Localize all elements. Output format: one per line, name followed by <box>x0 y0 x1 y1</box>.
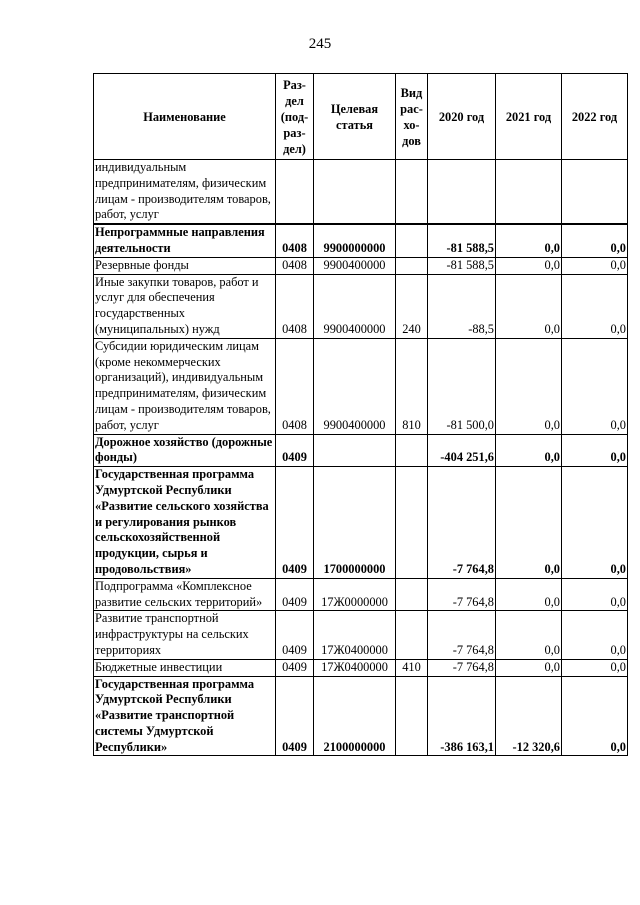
header-name: Наименование <box>94 74 276 160</box>
cell-article: 9900400000 <box>314 338 396 434</box>
cell-y2021: 0,0 <box>496 611 562 659</box>
cell-y2020: -81 588,5 <box>428 224 496 257</box>
table-row <box>94 224 628 257</box>
cell-article: 1700000000 <box>314 467 396 579</box>
cell-name: индивидуальным предпринимателям, физическим лицам - производителям товаров, работ, услуг <box>94 160 276 225</box>
cell-article: 9900400000 <box>314 274 396 338</box>
cell-y2020: -88,5 <box>428 274 496 338</box>
cell-kind <box>396 160 428 225</box>
header-article: Целевая статья <box>314 74 396 160</box>
cell-kind <box>396 676 428 756</box>
cell-kind <box>396 611 428 659</box>
cell-y2020: -7 764,8 <box>428 578 496 611</box>
cell-y2021: 0,0 <box>496 659 562 676</box>
cell-article <box>314 160 396 225</box>
cell-y2020: -404 251,6 <box>428 434 496 467</box>
table-row <box>94 434 628 467</box>
cell-name: Иные закупки товаров, работ и услуг для обеспечения государственных (муниципальных) нужд <box>94 274 276 338</box>
cell-article <box>314 434 396 467</box>
cell-y2020: -81 500,0 <box>428 338 496 434</box>
cell-y2022: 0,0 <box>562 659 628 676</box>
cell-y2022: 0,0 <box>562 611 628 659</box>
cell-kind <box>396 224 428 257</box>
cell-section: 0409 <box>276 611 314 659</box>
cell-section: 0409 <box>276 467 314 579</box>
cell-y2021: 0,0 <box>496 578 562 611</box>
cell-kind <box>396 434 428 467</box>
cell-name: Государственная программа Удмуртской Республики «Развитие транспортной системы Удмуртской Республики» <box>94 676 276 756</box>
table-row <box>94 257 628 274</box>
page-number: 245 <box>308 36 332 52</box>
cell-y2021: -12 320,6 <box>496 676 562 756</box>
table-row <box>94 467 628 579</box>
cell-y2020: -386 163,1 <box>428 676 496 756</box>
table-row <box>94 676 628 756</box>
cell-name: Бюджетные инвестиции <box>94 659 276 676</box>
table-row <box>94 338 628 434</box>
cell-section: 0408 <box>276 338 314 434</box>
cell-y2022: 0,0 <box>562 274 628 338</box>
cell-name: Развитие транспортной инфраструктуры на сельских территориях <box>94 611 276 659</box>
cell-article: 9900400000 <box>314 257 396 274</box>
header-2022: 2022 год <box>562 74 628 160</box>
table-row <box>94 274 628 338</box>
cell-name: Резервные фонды <box>94 257 276 274</box>
cell-kind: 810 <box>396 338 428 434</box>
cell-y2020: -7 764,8 <box>428 611 496 659</box>
header-kind: Вид рас- хо- дов <box>396 74 428 160</box>
table-row <box>94 578 628 611</box>
cell-y2022: 0,0 <box>562 434 628 467</box>
cell-name: Непрограммные направления деятельности <box>94 224 276 257</box>
table-row <box>94 659 628 676</box>
cell-article: 17Ж0000000 <box>314 578 396 611</box>
cell-kind <box>396 467 428 579</box>
cell-y2022: 0,0 <box>562 338 628 434</box>
cell-article: 9900000000 <box>314 224 396 257</box>
cell-kind: 240 <box>396 274 428 338</box>
cell-y2022: 0,0 <box>562 467 628 579</box>
cell-y2022 <box>562 160 628 225</box>
cell-y2021: 0,0 <box>496 257 562 274</box>
cell-section: 0409 <box>276 659 314 676</box>
cell-y2021: 0,0 <box>496 338 562 434</box>
cell-section: 0409 <box>276 578 314 611</box>
cell-section: 0408 <box>276 224 314 257</box>
budget-table <box>93 73 628 756</box>
cell-kind: 410 <box>396 659 428 676</box>
cell-name: Субсидии юридическим лицам (кроме некоммерческих организаций), индивидуальным предпринимателям, физическим лицам - производителям товаров, работ, услуг <box>94 338 276 434</box>
cell-y2021 <box>496 160 562 225</box>
cell-y2020: -7 764,8 <box>428 467 496 579</box>
cell-y2021: 0,0 <box>496 467 562 579</box>
cell-name: Подпрограмма «Комплексное развитие сельских территорий» <box>94 578 276 611</box>
header-row <box>94 74 628 160</box>
cell-article: 17Ж0400000 <box>314 611 396 659</box>
cell-y2021: 0,0 <box>496 224 562 257</box>
cell-y2022: 0,0 <box>562 676 628 756</box>
cell-section: 0408 <box>276 257 314 274</box>
cell-y2022: 0,0 <box>562 578 628 611</box>
cell-name: Государственная программа Удмуртской Республики «Развитие сельского хозяйства и регулирования рынков сельскохозяйственной продукции, сырья и продовольствия» <box>94 467 276 579</box>
cell-kind <box>396 578 428 611</box>
table-row <box>94 160 628 225</box>
cell-y2022: 0,0 <box>562 224 628 257</box>
cell-y2020: -7 764,8 <box>428 659 496 676</box>
cell-article: 17Ж0400000 <box>314 659 396 676</box>
cell-section: 0408 <box>276 274 314 338</box>
cell-y2020 <box>428 160 496 225</box>
cell-section <box>276 160 314 225</box>
cell-y2020: -81 588,5 <box>428 257 496 274</box>
cell-y2021: 0,0 <box>496 434 562 467</box>
header-2021: 2021 год <box>496 74 562 160</box>
header-section: Раз- дел (под- раз- дел) <box>276 74 314 160</box>
cell-section: 0409 <box>276 676 314 756</box>
cell-y2021: 0,0 <box>496 274 562 338</box>
table-row <box>94 611 628 659</box>
cell-kind <box>396 257 428 274</box>
cell-section: 0409 <box>276 434 314 467</box>
cell-name: Дорожное хозяйство (дорожные фонды) <box>94 434 276 467</box>
cell-article: 2100000000 <box>314 676 396 756</box>
header-2020: 2020 год <box>428 74 496 160</box>
cell-y2022: 0,0 <box>562 257 628 274</box>
